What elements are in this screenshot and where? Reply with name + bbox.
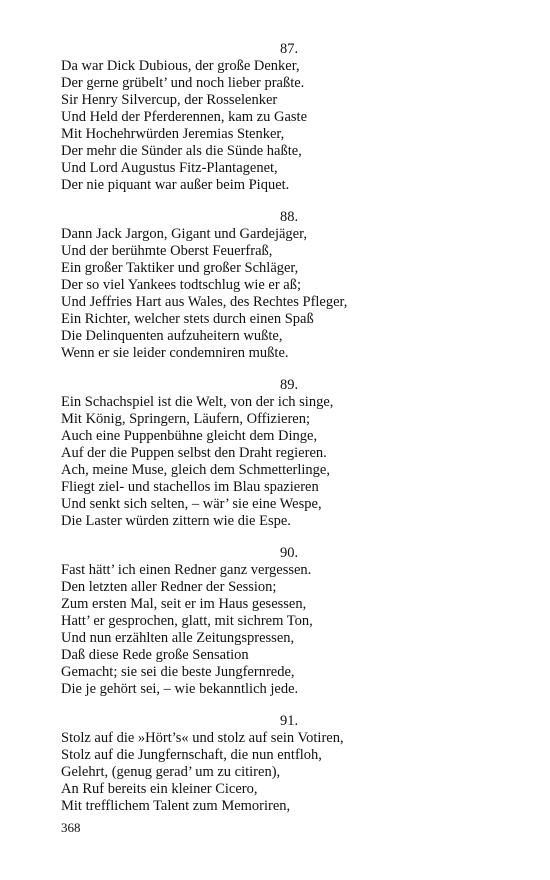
verse-line: Mit König, Springern, Läufern, Offizieren; — [61, 411, 310, 427]
page-number: 368 — [61, 820, 81, 835]
stanza-90 — [61, 545, 521, 698]
verse-line: Gelehrt, (genug gerad’ um zu citiren), — [61, 764, 281, 780]
verse-line: Daß diese Rede große Sensation — [61, 647, 249, 663]
stanza-number: 87. — [279, 41, 299, 57]
verse-line: Mit Hochehrwürden Jeremias Stenker, — [61, 126, 285, 142]
verse-line: Ein Richter, welcher stets durch einen Spaß — [61, 311, 314, 327]
stanza-91 — [61, 713, 521, 815]
verse-line: Die je gehört sei, – wie bekanntlich jede. — [61, 681, 299, 697]
stanza-number: 91. — [279, 713, 299, 729]
verse-line: Ach, meine Muse, gleich dem Schmetterlinge, — [61, 462, 330, 478]
verse-line: Und Jeffries Hart aus Wales, des Rechtes Pfleger, — [61, 294, 348, 310]
verse-line: Und nun erzählten alle Zeitungspressen, — [61, 630, 295, 646]
verse-line: Die Laster würden zittern wie die Espe. — [61, 513, 291, 529]
verse-line: Und Lord Augustus Fitz-Plantagenet, — [61, 160, 278, 176]
verse-line: An Ruf bereits ein kleiner Cicero, — [61, 781, 258, 797]
verse-line: Stolz auf die Jungfernschaft, die nun entfloh, — [61, 747, 322, 763]
verse-line: Die Delinquenten aufzuheitern wußte, — [61, 328, 283, 344]
verse-line: Den letzten aller Redner der Session; — [61, 579, 277, 595]
verse-line: Gemacht; sie sei die beste Jungfernrede, — [61, 664, 295, 680]
verse-line: Der mehr die Sünder als die Sünde haßte, — [61, 143, 302, 159]
verse-line: Auch eine Puppenbühne gleicht dem Dinge, — [61, 428, 318, 444]
verse-line: Hatt’ er gesprochen, glatt, mit sichrem Ton, — [61, 613, 313, 629]
verse-line: Dann Jack Jargon, Gigant und Gardejäger, — [61, 226, 307, 242]
verse-line: Und senkt sich selten, – wär’ sie eine Wespe, — [61, 496, 322, 512]
verse-line: Ein großer Taktiker und großer Schläger, — [61, 260, 299, 276]
verse-line: Stolz auf die »Hört’s« und stolz auf sein Votiren, — [61, 730, 344, 746]
stanza-88 — [61, 209, 521, 362]
stanza-number: 88. — [279, 209, 299, 225]
verse-line: Wenn er sie leider condemniren mußte. — [61, 345, 289, 361]
verse-line: Und Held der Pferderennen, kam zu Gaste — [61, 109, 308, 125]
verse-line: Der nie piquant war außer beim Piquet. — [61, 177, 290, 193]
verse-line: Ein Schachspiel ist die Welt, von der ich singe, — [61, 394, 334, 410]
verse-line: Zum ersten Mal, seit er im Haus gesessen, — [61, 596, 307, 612]
stanza-87 — [61, 41, 521, 194]
stanza-number: 89. — [279, 377, 299, 393]
verse-line: Sir Henry Silvercup, der Rosselenker — [61, 92, 278, 108]
verse-line: Und der berühmte Oberst Feuerfraß, — [61, 243, 273, 259]
verse-line: Fast hätt’ ich einen Redner ganz vergessen. — [61, 562, 312, 578]
verse-line: Der so viel Yankees todtschlug wie er aß; — [61, 277, 302, 293]
verse-line: Da war Dick Dubious, der große Denker, — [61, 58, 300, 74]
verse-line: Der gerne grübelt’ und noch lieber praßte. — [61, 75, 305, 91]
verse-line: Auf der die Puppen selbst den Draht regieren. — [61, 445, 327, 461]
stanza-number: 90. — [279, 545, 299, 561]
stanza-89 — [61, 377, 521, 530]
verse-line: Mit trefflichem Talent zum Memoriren, — [61, 798, 291, 814]
verse-line: Fliegt ziel- und stachellos im Blau spazieren — [61, 479, 319, 495]
